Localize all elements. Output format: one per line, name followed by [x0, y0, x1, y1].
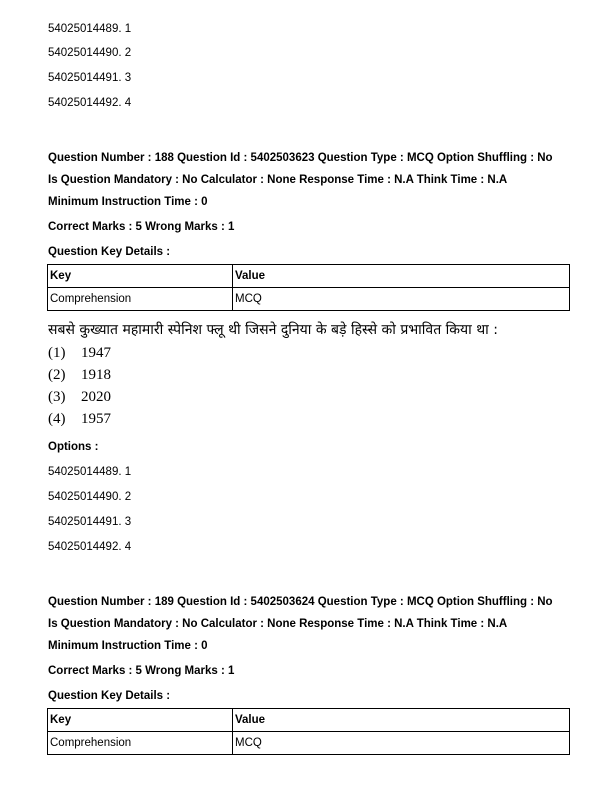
question-key-details-label: Question Key Details : — [48, 246, 171, 258]
question-key-table — [47, 264, 570, 311]
table-header-row — [48, 709, 570, 732]
question-header-line2: Is Question Mandatory : No Calculator : None Response Time : N.A Think Time : N.A — [48, 174, 508, 186]
key-header-cell: Key — [48, 265, 233, 288]
option-line: 54025014491. 3 — [48, 516, 132, 528]
question-key-table — [47, 708, 570, 755]
table-header-row — [48, 265, 570, 288]
answer-choice — [48, 410, 111, 428]
choice-text: 2020 — [81, 389, 111, 405]
answer-choice — [48, 366, 111, 384]
choice-number: (2) — [48, 367, 66, 383]
table-row — [48, 288, 570, 311]
value-cell: MCQ — [233, 288, 570, 311]
key-cell: Comprehension — [48, 288, 233, 311]
option-line: 54025014490. 2 — [48, 491, 132, 503]
choice-text: 1918 — [81, 367, 111, 383]
choice-number: (1) — [48, 345, 66, 361]
value-cell: MCQ — [233, 732, 570, 755]
question-key-details-label: Question Key Details : — [48, 690, 171, 702]
key-header-cell: Key — [48, 709, 233, 732]
question-header-line1: Question Number : 188 Question Id : 5402503623 Question Type : MCQ Option Shuffling : No — [48, 152, 553, 164]
min-instruction-time: Minimum Instruction Time : 0 — [48, 640, 208, 652]
choice-text: 1947 — [81, 345, 111, 361]
option-line: 54025014489. 1 — [48, 466, 132, 478]
answer-choice — [48, 388, 111, 406]
option-line: 54025014491. 3 — [48, 72, 132, 84]
option-line: 54025014492. 4 — [48, 541, 132, 553]
question-text: सबसे कुख्यात महामारी स्पेनिश फ्लू थी जिसने दुनिया के बड़े हिस्से को प्रभावित किया था : — [48, 322, 498, 338]
choice-number: (4) — [48, 411, 66, 427]
value-header-cell: Value — [233, 709, 570, 732]
option-line: 54025014492. 4 — [48, 97, 132, 109]
choice-number: (3) — [48, 389, 66, 405]
min-instruction-time: Minimum Instruction Time : 0 — [48, 196, 208, 208]
option-line: 54025014490. 2 — [48, 47, 132, 59]
key-cell: Comprehension — [48, 732, 233, 755]
marks-line: Correct Marks : 5 Wrong Marks : 1 — [48, 221, 235, 233]
answer-choice — [48, 344, 111, 362]
question-header-line2: Is Question Mandatory : No Calculator : None Response Time : N.A Think Time : N.A — [48, 618, 508, 630]
table-row — [48, 732, 570, 755]
value-header-cell: Value — [233, 265, 570, 288]
choice-text: 1957 — [81, 411, 111, 427]
options-label: Options : — [48, 441, 99, 453]
question-header-line1: Question Number : 189 Question Id : 5402503624 Question Type : MCQ Option Shuffling : No — [48, 596, 553, 608]
option-line: 54025014489. 1 — [48, 23, 132, 35]
marks-line: Correct Marks : 5 Wrong Marks : 1 — [48, 665, 235, 677]
